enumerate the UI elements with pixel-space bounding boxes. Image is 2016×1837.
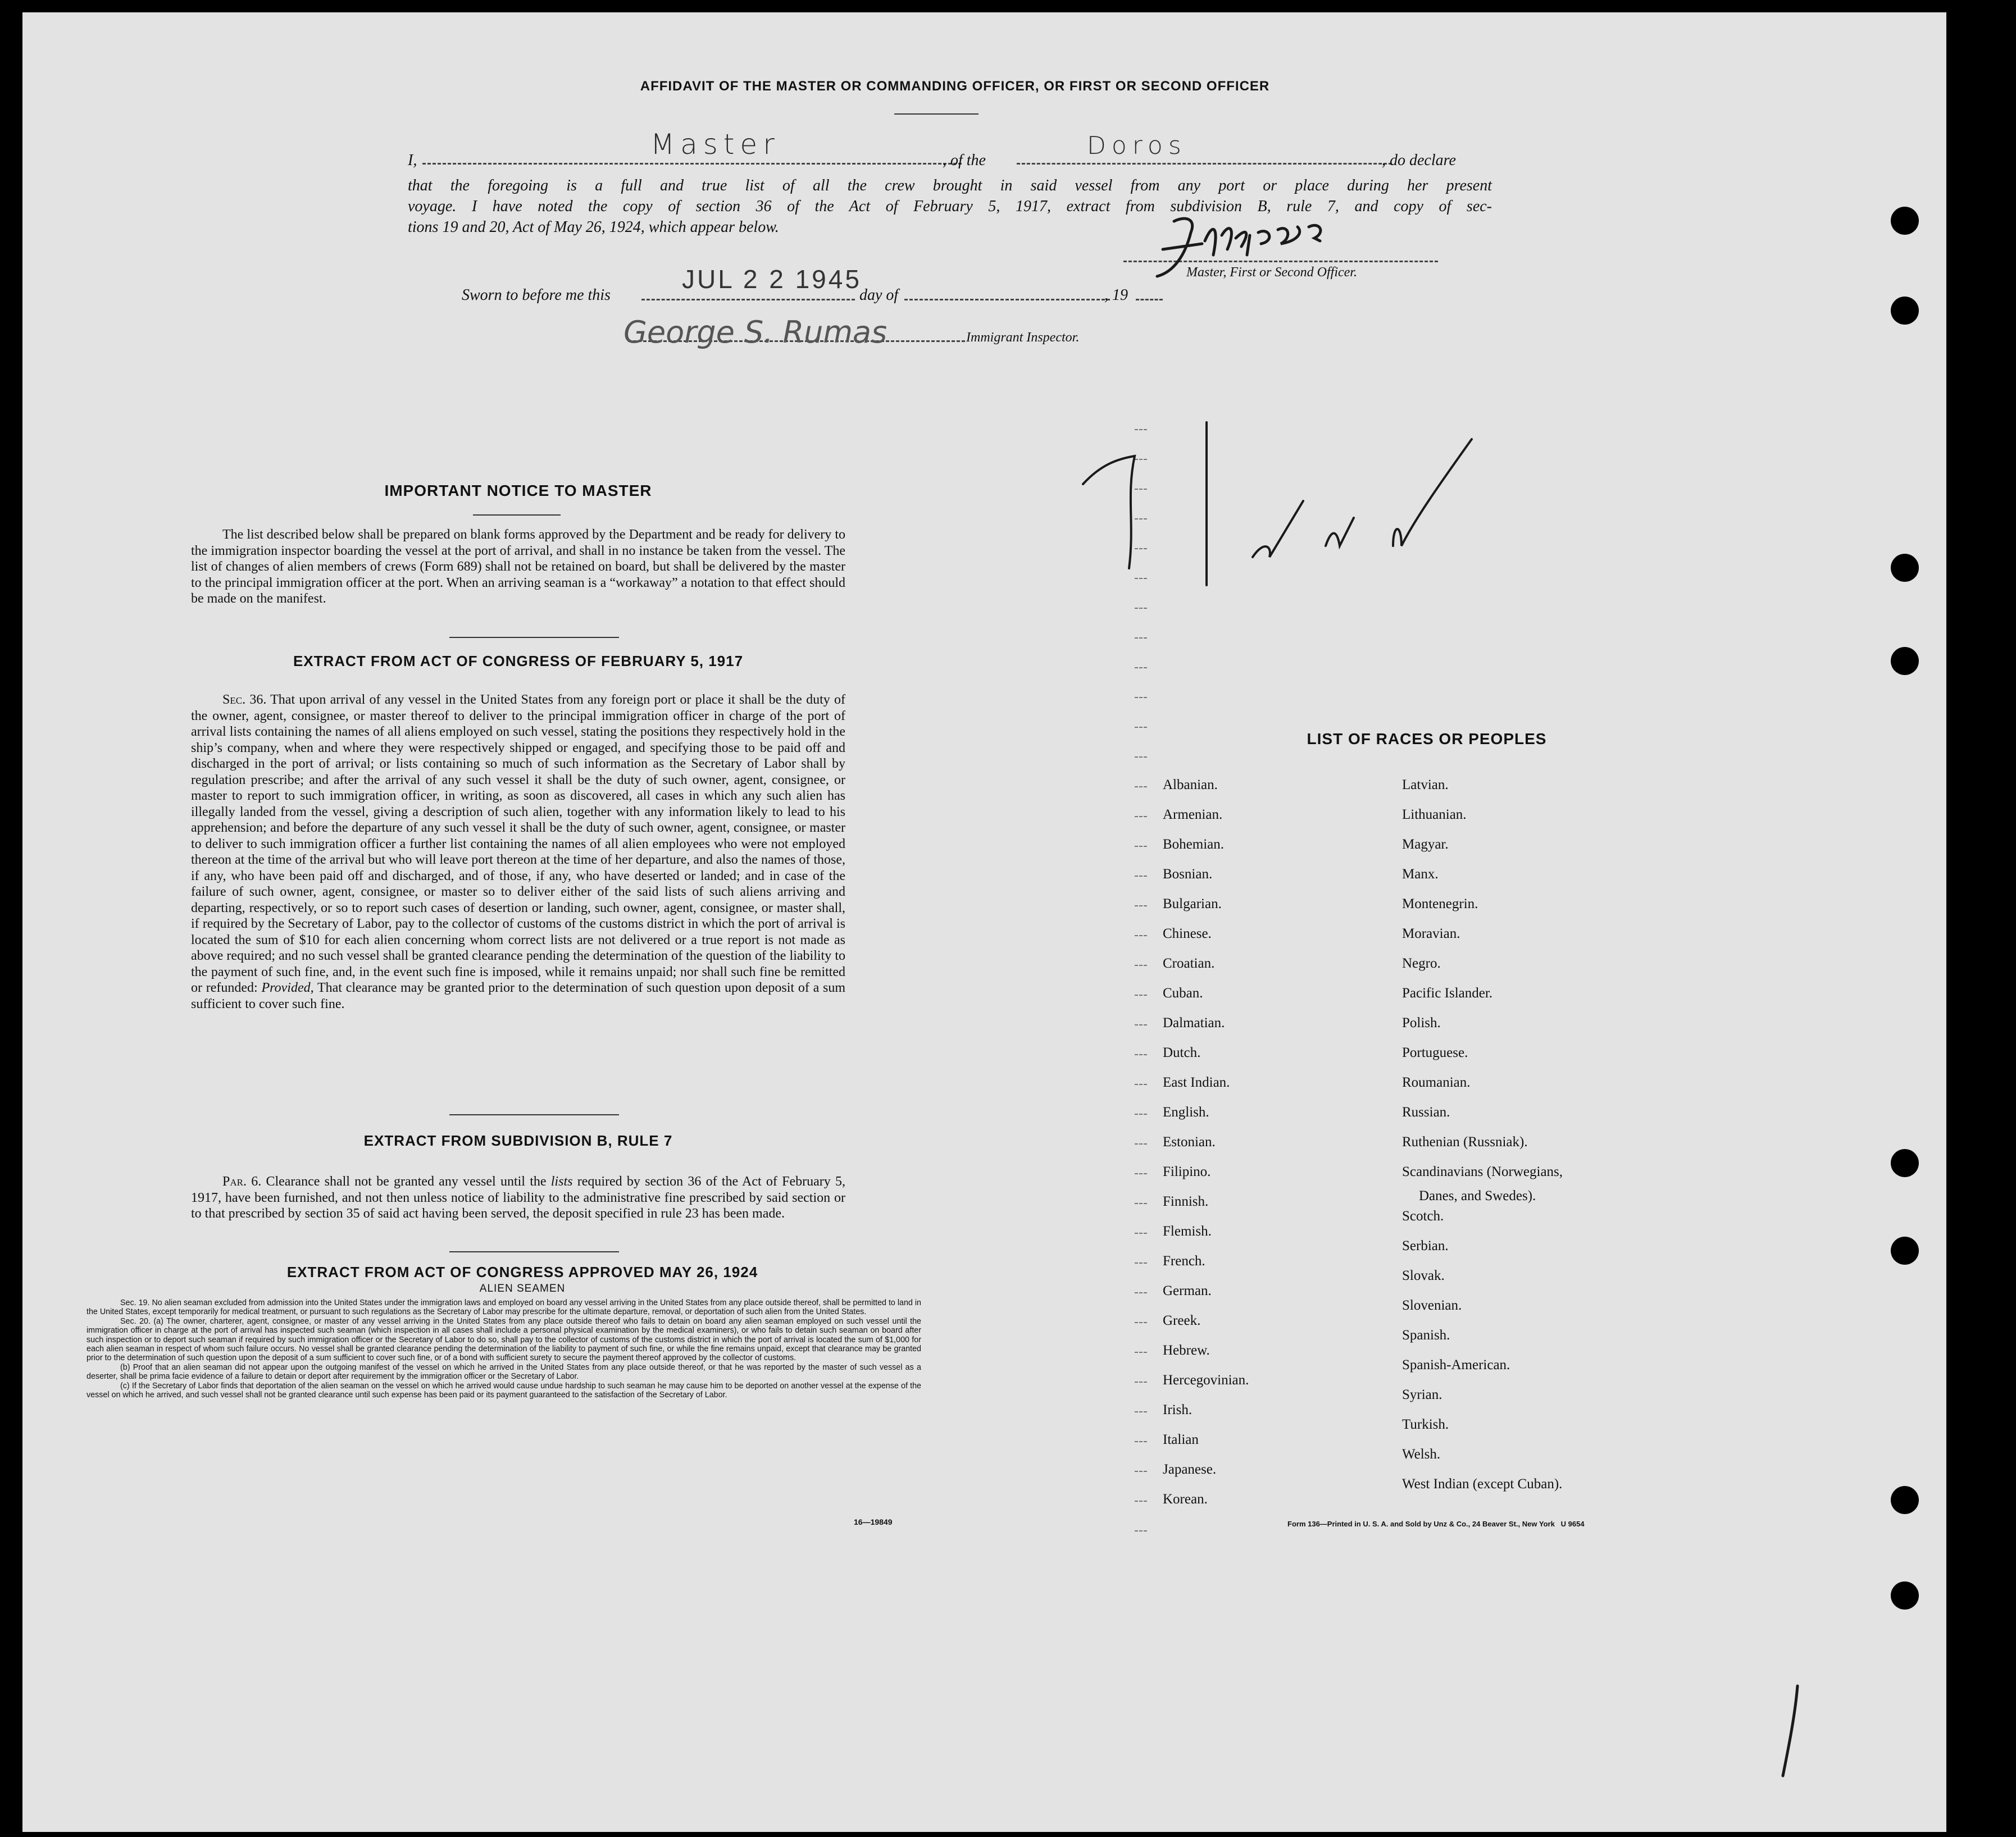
sec-36-body: That upon arrival of any vessel in the United States from any foreign port or place it shall be the duty of the owner, agent, consignee, or master thereof to deliver to the principal immigration officer in charge of the port of arrival lists containing the names of all aliens employed on such vessel, stating the positions they respectively hold in the ship’s company, when and where they were respectively shipped or engaged, and specifying those to be paid off and discharged in the port of arrival; or lists containing so much of such information as the Secretary of Labor shall by regulation prescribe; and after the arrival of any such vessel it shall be the duty of such owner, agent, consignee, or master to report to such immigration officer, in writing, as soon as discovered, all cases in which any such alien has illegally landed from the vessel, giving a description of such alien, together with any information likely to lead to his apprehension; and before the departure of any such vessel it shall be the duty of such owner, agent, consignee, or master to deliver to such immigration officer a further list containing the names of all alien employees who were not employed thereon at the time of the arrival but who will leave port thereon at the time of her departure, and also the names of those, if any, who have been paid off and discharged, and of those, if any, who have deserted or landed; and in case of the failure of such owner, agent, consignee, or master so to deliver either of the said lists of such aliens arriving and departing, respectively, or so to report such cases of desertion or landing, such owner, agent, consignee, or master shall, if required by the Secretary of Labor, pay to the collector of customs of the customs district in which the port of arrival is located the sum of $10 for each alien concerning whom correct lists are not delivered or a true report is not made as above required; and no such vessel shall be granted clearance pending the determination of the question of the liability to the payment of such fine, and, in the event such fine is imposed, while it remains unpaid; nor shall such fine be remitted or refunded: [191, 692, 845, 995]
margin-tick [1135, 1292, 1147, 1293]
rule7-text-b: required by section 36 of the Act of February 5, 1917, have been furnished, and not then unless notice of liability to the administrative fine prescribed by said section or to that prescribed by section 35 of said act having been served, the deposit specified in rule 23 has been made. [191, 1174, 846, 1221]
affidavit-line-3: tions 19 and 20, Act of May 26, 1924, which appear below. [408, 218, 779, 236]
par-6-label: Par. 6. [222, 1174, 262, 1189]
master-name-line [422, 163, 962, 165]
race-item: Scandinavians (Norwegians, [1402, 1164, 1563, 1179]
race-item: Magyar. [1402, 837, 1449, 852]
race-item: Irish. [1163, 1402, 1193, 1417]
race-item: Dalmatian. [1163, 1015, 1225, 1031]
sworn-day-line [641, 299, 855, 300]
race-item: Bohemian. [1163, 837, 1225, 852]
act-1917-text [191, 692, 845, 1012]
affidavit-line-1: that the foregoing is a full and true list of all the crew brought in said vessel from any port or place during her present [408, 177, 1492, 194]
race-item: Armenian. [1163, 807, 1223, 822]
race-item: Negro. [1402, 956, 1441, 971]
act-1924-title: EXTRACT FROM ACT OF CONGRESS APPROVED MAY 26, 1924 [286, 1264, 758, 1280]
margin-tick [1135, 995, 1147, 996]
day-of-label: day of [859, 286, 899, 304]
race-item: Chinese. [1163, 926, 1212, 941]
rule7-divider [449, 1251, 619, 1252]
margin-tick [1135, 1322, 1147, 1323]
act-1924-text [87, 1298, 921, 1400]
act-1917-title: EXTRACT FROM ACT OF CONGRESS OF FEBRUARY 5, 1917 [293, 653, 744, 669]
signature-caption: Master, First or Second Officer. [1186, 265, 1357, 280]
race-item: Danes, and Swedes). [1419, 1188, 1536, 1204]
margin-tick [1135, 1501, 1147, 1502]
margin-tick [1135, 1530, 1147, 1531]
race-item: Italian [1163, 1432, 1199, 1447]
races-title: LIST OF RACES OR PEOPLES [1307, 730, 1547, 747]
inspector-signature: George S. Rumas [624, 314, 888, 350]
title-divider [894, 113, 979, 115]
punch-hole [1891, 1486, 1919, 1514]
date-stamp: JUL 2 2 1945 [682, 265, 862, 294]
race-item: Albanian. [1163, 777, 1218, 792]
race-item: Dutch. [1163, 1045, 1201, 1060]
punch-hole [1891, 1149, 1919, 1177]
margin-tick [1135, 1352, 1147, 1353]
margin-tick [1135, 1262, 1147, 1264]
punch-hole [1891, 1581, 1919, 1610]
sec-20a-text: Sec. 20. (a) The owner, charterer, agent, consignee, or master of any vessel arriving in the United States from any place outside thereof who fails to detain on board any alien seaman employed on such vessel until the immigration officer in charge at the port of arrival has inspected such seaman (which inspection in all cases shall include a personal physical examination by the medical examiners), or who fails to detain such seaman on board after such inspection or to deport such seaman if required by such immigration officer or the Secretary of Labor to do so, shall pay to the collector of customs of the customs district in which the port of arrival is located the sum of $1,000 for each alien seaman in respect of whom such failure occurs. No vessel shall be granted clearance pending the determination of the liability to payment of such fine, or while the fine remains unpaid, except that clearance may be granted prior to the determination of such question upon the deposit of a sum sufficient to cover such fine, or of a bond with sufficient surety to secure the payment thereof approved by the collector of customs. [87, 1316, 921, 1363]
margin-tick [1135, 1114, 1147, 1115]
rule7-text [191, 1174, 845, 1222]
margin-tick [1135, 667, 1147, 668]
margin-tick [1135, 786, 1147, 787]
printer-line: Form 136—Printed in U. S. A. and Sold by Unz & Co., 24 Beaver St., New York U 9654 [1287, 1520, 1585, 1528]
race-item: Latvian. [1402, 777, 1449, 792]
punch-hole [1891, 647, 1919, 675]
race-item: Croatian. [1163, 956, 1215, 971]
race-item: English. [1163, 1105, 1209, 1120]
master-handwritten: Master [650, 128, 780, 161]
provided-label: Provided, [261, 981, 314, 995]
race-item: Estonian. [1163, 1134, 1216, 1150]
margin-tick [1135, 905, 1147, 906]
race-item: Scotch. [1402, 1209, 1444, 1224]
sec-36-label: Sec. 36. [222, 692, 267, 707]
act-1924-subtitle: ALIEN SEAMEN [479, 1283, 566, 1294]
margin-tick [1135, 1084, 1147, 1085]
race-item: Manx. [1402, 867, 1439, 882]
race-item: Slovenian. [1402, 1298, 1462, 1313]
race-item: Hercegovinian. [1163, 1373, 1249, 1388]
race-item: Korean. [1163, 1492, 1208, 1507]
punch-hole [1891, 1237, 1919, 1265]
vessel-name-line [1017, 163, 1392, 165]
year-label: , 19 [1104, 286, 1128, 304]
race-item: Russian. [1402, 1105, 1450, 1120]
race-item: Lithuanian. [1402, 807, 1467, 822]
sworn-year-line [1136, 299, 1163, 300]
margin-tick [1135, 935, 1147, 936]
provided-text: That clearance may be granted prior to the determination of such question upon deposit of a sum sufficient to cover such fine. [191, 981, 846, 1011]
punch-hole [1891, 554, 1919, 582]
race-item: Slovak. [1402, 1268, 1445, 1283]
race-item: French. [1163, 1253, 1205, 1269]
race-item: Cuban. [1163, 986, 1203, 1001]
handwritten-tally-marks [1078, 417, 1494, 608]
race-item: Serbian. [1402, 1238, 1449, 1253]
race-item: Pacific Islander. [1402, 986, 1493, 1001]
corner-numeral [1775, 1680, 1809, 1781]
race-item: Portuguese. [1402, 1045, 1468, 1060]
notice-text: The list described below shall be prepared on blank forms approved by the Department and be ready for delivery to the immigration inspector boarding the vessel at the port of arrival, and shall in no instance be taken from the vessel. The list of changes of alien members of crews (Form 689) shall not be retained on board, but shall be delivered by the master to the principal immigration officer at the port. When an arriving seaman is a “workaway” a notation to that effect should be made on the manifest. [191, 527, 845, 606]
margin-tick [1135, 1411, 1147, 1412]
race-item: Spanish-American. [1402, 1357, 1510, 1373]
margin-tick [1135, 1054, 1147, 1055]
affidavit-title: AFFIDAVIT OF THE MASTER OR COMMANDING OFFICER, OR FIRST OR SECOND OFFICER [640, 79, 1270, 94]
race-item: Welsh. [1402, 1447, 1441, 1462]
race-item: Hebrew. [1163, 1343, 1210, 1358]
race-item: Turkish. [1402, 1417, 1449, 1432]
manifest-page [22, 12, 1946, 1832]
race-item: Moravian. [1402, 926, 1460, 941]
race-item: Syrian. [1402, 1387, 1442, 1402]
of-the-label: , of the [943, 152, 986, 169]
vessel-handwritten: Doros [1087, 131, 1187, 160]
margin-tick [1135, 1382, 1147, 1383]
punch-hole [1891, 297, 1919, 325]
race-item: Greek. [1163, 1313, 1201, 1328]
race-item: Polish. [1402, 1015, 1441, 1031]
margin-tick [1135, 727, 1147, 728]
margin-tick [1135, 876, 1147, 877]
margin-tick [1135, 1203, 1147, 1204]
margin-tick [1135, 846, 1147, 847]
do-declare-label: , do declare [1382, 152, 1456, 169]
race-item: Finnish. [1163, 1194, 1209, 1209]
race-item: Montenegrin. [1402, 896, 1478, 911]
race-item: Flemish. [1163, 1224, 1212, 1239]
affidavit-i-label: I, [408, 152, 417, 169]
margin-tick [1135, 1441, 1147, 1442]
margin-tick [1135, 816, 1147, 817]
margin-tick [1135, 965, 1147, 966]
margin-tick [1135, 637, 1147, 639]
lists-label: lists [550, 1174, 573, 1189]
margin-tick [1135, 697, 1147, 698]
race-item: Filipino. [1163, 1164, 1211, 1179]
sec-20b-text: (b) Proof that an alien seaman did not appear upon the outgoing manifest of the vessel on which he arrived in the United States from any place outside thereof, or that he was reported by the master of such vessel as a deserter, shall be prima facie evidence of a failure to detain or deport after requirement by the immigration officer or the Secretary of Labor. [87, 1362, 921, 1382]
race-item: German. [1163, 1283, 1212, 1298]
race-item: East Indian. [1163, 1075, 1230, 1090]
margin-tick [1135, 756, 1147, 758]
notice-end-divider [449, 637, 619, 638]
margin-tick [1135, 1143, 1147, 1145]
punch-hole [1891, 207, 1919, 235]
notice-divider [473, 514, 561, 516]
race-item: Roumanian. [1402, 1075, 1471, 1090]
inspector-caption: Immigrant Inspector. [966, 330, 1080, 345]
sec-19-text: Sec. 19. No alien seaman excluded from admission into the United States under the immigration laws and employed on board any vessel arriving in the United States from any place outside thereof, shall be permitted to land in the United States, except temporarily for medical treatment, or pursuant to such regulations as the Secretary of Labor may prescribe for the ultimate departure, removal, or deportation of such alien from the United States. [87, 1298, 921, 1317]
affidavit-line-2: voyage. I have noted the copy of section 36 of the Act of February 5, 1917, extract from subdivision B, rule 7, and copy of sec- [408, 198, 1492, 215]
sec-20c-text: (c) If the Secretary of Labor finds that deportation of the alien seaman on the vessel on which he arrived would cause undue hardship to such seaman he may cause him to be deported on another vessel at the expense of the vessel on which he arrived, and such vessel shall not be granted clearance until such expense has been paid or its payment guaranteed to the satisfaction of the Secretary of Labor. [87, 1381, 921, 1400]
margin-tick [1135, 608, 1147, 609]
margin-tick [1135, 1471, 1147, 1472]
race-item: Bosnian. [1163, 867, 1213, 882]
notice-title: IMPORTANT NOTICE TO MASTER [384, 482, 652, 499]
rule7-title: EXTRACT FROM SUBDIVISION B, RULE 7 [363, 1132, 673, 1149]
sworn-month-line [904, 299, 1110, 300]
margin-tick [1135, 1173, 1147, 1174]
form-code: 16—19849 [854, 1517, 893, 1526]
race-item: Ruthenian (Russniak). [1402, 1134, 1528, 1150]
rule7-text-a: Clearance shall not be granted any vessel until the [266, 1174, 547, 1189]
act-1917-divider [449, 1114, 619, 1115]
margin-tick [1135, 1233, 1147, 1234]
margin-tick [1135, 1024, 1147, 1025]
race-item: Spanish. [1402, 1328, 1450, 1343]
race-item: Japanese. [1163, 1462, 1217, 1477]
race-item: Bulgarian. [1163, 896, 1222, 911]
race-item: West Indian (except Cuban). [1402, 1476, 1563, 1492]
sworn-label: Sworn to before me this [462, 286, 611, 304]
